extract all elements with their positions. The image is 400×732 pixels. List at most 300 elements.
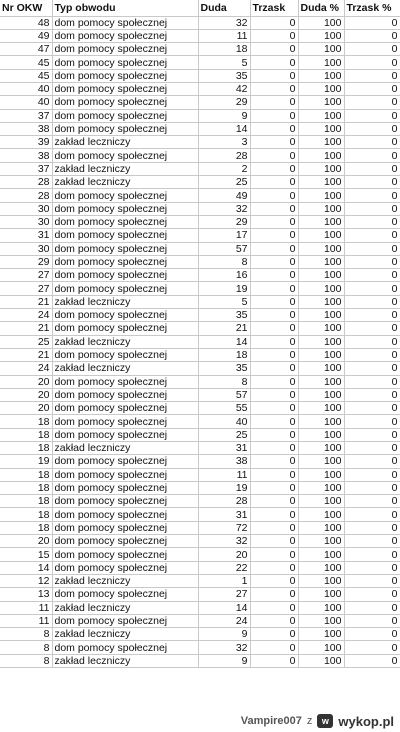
- cell-nr-okw[interactable]: 49: [0, 29, 52, 42]
- cell-duda[interactable]: 5: [198, 295, 250, 308]
- cell-trzask[interactable]: 0: [250, 136, 298, 149]
- cell-duda-percent[interactable]: 100: [298, 122, 344, 135]
- cell-trzask[interactable]: 0: [250, 16, 298, 29]
- cell-typ-obwodu[interactable]: dom pomocy społecznej: [52, 521, 198, 534]
- cell-duda[interactable]: 14: [198, 335, 250, 348]
- header-cell-typ-obwodu[interactable]: Typ obwodu: [52, 0, 198, 16]
- cell-duda[interactable]: 8: [198, 255, 250, 268]
- cell-typ-obwodu[interactable]: dom pomocy społecznej: [52, 614, 198, 627]
- cell-duda[interactable]: 40: [198, 415, 250, 428]
- cell-typ-obwodu[interactable]: dom pomocy społecznej: [52, 215, 198, 228]
- cell-duda-percent[interactable]: 100: [298, 442, 344, 455]
- cell-trzask[interactable]: 0: [250, 202, 298, 215]
- cell-trzask-percent[interactable]: 0: [344, 428, 400, 441]
- cell-nr-okw[interactable]: 8: [0, 628, 52, 641]
- cell-typ-obwodu[interactable]: zakład leczniczy: [52, 335, 198, 348]
- cell-duda-percent[interactable]: 100: [298, 495, 344, 508]
- cell-duda-percent[interactable]: 100: [298, 362, 344, 375]
- cell-duda-percent[interactable]: 100: [298, 29, 344, 42]
- cell-trzask[interactable]: 0: [250, 455, 298, 468]
- cell-duda-percent[interactable]: 100: [298, 348, 344, 361]
- cell-trzask-percent[interactable]: 0: [344, 162, 400, 175]
- cell-trzask-percent[interactable]: 0: [344, 269, 400, 282]
- cell-trzask[interactable]: 0: [250, 122, 298, 135]
- cell-duda-percent[interactable]: 100: [298, 535, 344, 548]
- cell-nr-okw[interactable]: 15: [0, 548, 52, 561]
- cell-trzask-percent[interactable]: 0: [344, 96, 400, 109]
- cell-nr-okw[interactable]: 30: [0, 202, 52, 215]
- cell-duda-percent[interactable]: 100: [298, 402, 344, 415]
- cell-duda[interactable]: 29: [198, 96, 250, 109]
- cell-trzask[interactable]: 0: [250, 269, 298, 282]
- cell-typ-obwodu[interactable]: dom pomocy społecznej: [52, 428, 198, 441]
- cell-trzask-percent[interactable]: 0: [344, 122, 400, 135]
- cell-typ-obwodu[interactable]: dom pomocy społecznej: [52, 122, 198, 135]
- cell-duda[interactable]: 11: [198, 468, 250, 481]
- cell-duda[interactable]: 31: [198, 508, 250, 521]
- cell-trzask[interactable]: 0: [250, 229, 298, 242]
- cell-nr-okw[interactable]: 38: [0, 149, 52, 162]
- cell-trzask-percent[interactable]: 0: [344, 628, 400, 641]
- cell-trzask[interactable]: 0: [250, 56, 298, 69]
- cell-trzask[interactable]: 0: [250, 628, 298, 641]
- cell-trzask[interactable]: 0: [250, 388, 298, 401]
- cell-duda-percent[interactable]: 100: [298, 521, 344, 534]
- cell-duda-percent[interactable]: 100: [298, 548, 344, 561]
- cell-typ-obwodu[interactable]: zakład leczniczy: [52, 601, 198, 614]
- cell-typ-obwodu[interactable]: zakład leczniczy: [52, 176, 198, 189]
- cell-duda-percent[interactable]: 100: [298, 588, 344, 601]
- cell-nr-okw[interactable]: 38: [0, 122, 52, 135]
- cell-trzask[interactable]: 0: [250, 348, 298, 361]
- cell-trzask[interactable]: 0: [250, 654, 298, 667]
- cell-nr-okw[interactable]: 20: [0, 375, 52, 388]
- cell-trzask-percent[interactable]: 0: [344, 242, 400, 255]
- cell-typ-obwodu[interactable]: zakład leczniczy: [52, 362, 198, 375]
- cell-duda[interactable]: 1: [198, 574, 250, 587]
- cell-nr-okw[interactable]: 11: [0, 614, 52, 627]
- brand-name[interactable]: wykop.pl: [338, 713, 394, 729]
- cell-duda[interactable]: 35: [198, 69, 250, 82]
- cell-duda-percent[interactable]: 100: [298, 189, 344, 202]
- cell-duda-percent[interactable]: 100: [298, 388, 344, 401]
- cell-trzask[interactable]: 0: [250, 335, 298, 348]
- cell-duda[interactable]: 21: [198, 322, 250, 335]
- cell-trzask[interactable]: 0: [250, 309, 298, 322]
- cell-typ-obwodu[interactable]: dom pomocy społecznej: [52, 202, 198, 215]
- cell-duda[interactable]: 29: [198, 215, 250, 228]
- cell-duda-percent[interactable]: 100: [298, 481, 344, 494]
- cell-trzask[interactable]: 0: [250, 29, 298, 42]
- cell-typ-obwodu[interactable]: dom pomocy społecznej: [52, 189, 198, 202]
- cell-trzask-percent[interactable]: 0: [344, 16, 400, 29]
- cell-duda-percent[interactable]: 100: [298, 255, 344, 268]
- cell-duda[interactable]: 20: [198, 548, 250, 561]
- cell-trzask-percent[interactable]: 0: [344, 149, 400, 162]
- cell-trzask-percent[interactable]: 0: [344, 282, 400, 295]
- cell-nr-okw[interactable]: 47: [0, 43, 52, 56]
- cell-duda[interactable]: 9: [198, 109, 250, 122]
- cell-duda-percent[interactable]: 100: [298, 96, 344, 109]
- cell-nr-okw[interactable]: 31: [0, 229, 52, 242]
- cell-trzask-percent[interactable]: 0: [344, 309, 400, 322]
- cell-trzask[interactable]: 0: [250, 69, 298, 82]
- cell-typ-obwodu[interactable]: dom pomocy społecznej: [52, 481, 198, 494]
- cell-typ-obwodu[interactable]: zakład leczniczy: [52, 162, 198, 175]
- cell-typ-obwodu[interactable]: zakład leczniczy: [52, 442, 198, 455]
- cell-typ-obwodu[interactable]: dom pomocy społecznej: [52, 255, 198, 268]
- cell-typ-obwodu[interactable]: zakład leczniczy: [52, 136, 198, 149]
- cell-duda-percent[interactable]: 100: [298, 202, 344, 215]
- cell-trzask-percent[interactable]: 0: [344, 535, 400, 548]
- cell-trzask-percent[interactable]: 0: [344, 189, 400, 202]
- cell-typ-obwodu[interactable]: dom pomocy społecznej: [52, 56, 198, 69]
- cell-typ-obwodu[interactable]: dom pomocy społecznej: [52, 455, 198, 468]
- cell-trzask[interactable]: 0: [250, 375, 298, 388]
- cell-nr-okw[interactable]: 40: [0, 82, 52, 95]
- cell-nr-okw[interactable]: 19: [0, 455, 52, 468]
- cell-typ-obwodu[interactable]: dom pomocy społecznej: [52, 322, 198, 335]
- cell-nr-okw[interactable]: 12: [0, 574, 52, 587]
- cell-trzask[interactable]: 0: [250, 614, 298, 627]
- cell-typ-obwodu[interactable]: dom pomocy społecznej: [52, 641, 198, 654]
- cell-trzask-percent[interactable]: 0: [344, 215, 400, 228]
- cell-trzask[interactable]: 0: [250, 468, 298, 481]
- cell-trzask[interactable]: 0: [250, 43, 298, 56]
- cell-duda[interactable]: 31: [198, 442, 250, 455]
- cell-trzask-percent[interactable]: 0: [344, 388, 400, 401]
- cell-duda[interactable]: 32: [198, 16, 250, 29]
- header-cell-duda[interactable]: Duda: [198, 0, 250, 16]
- cell-duda[interactable]: 14: [198, 122, 250, 135]
- cell-nr-okw[interactable]: 40: [0, 96, 52, 109]
- cell-typ-obwodu[interactable]: dom pomocy społecznej: [52, 96, 198, 109]
- cell-duda-percent[interactable]: 100: [298, 455, 344, 468]
- cell-trzask-percent[interactable]: 0: [344, 56, 400, 69]
- cell-typ-obwodu[interactable]: dom pomocy społecznej: [52, 375, 198, 388]
- cell-trzask[interactable]: 0: [250, 588, 298, 601]
- cell-trzask[interactable]: 0: [250, 109, 298, 122]
- cell-duda[interactable]: 72: [198, 521, 250, 534]
- cell-duda-percent[interactable]: 100: [298, 242, 344, 255]
- cell-nr-okw[interactable]: 45: [0, 69, 52, 82]
- cell-nr-okw[interactable]: 18: [0, 521, 52, 534]
- cell-duda[interactable]: 3: [198, 136, 250, 149]
- cell-trzask-percent[interactable]: 0: [344, 69, 400, 82]
- cell-nr-okw[interactable]: 30: [0, 215, 52, 228]
- cell-trzask-percent[interactable]: 0: [344, 176, 400, 189]
- cell-nr-okw[interactable]: 28: [0, 176, 52, 189]
- cell-duda[interactable]: 5: [198, 56, 250, 69]
- cell-trzask-percent[interactable]: 0: [344, 415, 400, 428]
- cell-duda-percent[interactable]: 100: [298, 508, 344, 521]
- cell-duda[interactable]: 32: [198, 641, 250, 654]
- cell-duda[interactable]: 28: [198, 149, 250, 162]
- cell-trzask[interactable]: 0: [250, 162, 298, 175]
- cell-duda-percent[interactable]: 100: [298, 468, 344, 481]
- cell-trzask-percent[interactable]: 0: [344, 43, 400, 56]
- cell-typ-obwodu[interactable]: dom pomocy społecznej: [52, 229, 198, 242]
- cell-trzask[interactable]: 0: [250, 481, 298, 494]
- cell-typ-obwodu[interactable]: dom pomocy społecznej: [52, 43, 198, 56]
- header-cell-trzask[interactable]: Trzask: [250, 0, 298, 16]
- cell-trzask-percent[interactable]: 0: [344, 402, 400, 415]
- cell-typ-obwodu[interactable]: dom pomocy społecznej: [52, 468, 198, 481]
- cell-duda-percent[interactable]: 100: [298, 109, 344, 122]
- header-cell-trzask-percent[interactable]: Trzask %: [344, 0, 400, 16]
- cell-nr-okw[interactable]: 8: [0, 654, 52, 667]
- cell-duda[interactable]: 8: [198, 375, 250, 388]
- cell-nr-okw[interactable]: 25: [0, 335, 52, 348]
- cell-duda[interactable]: 35: [198, 309, 250, 322]
- cell-trzask[interactable]: 0: [250, 521, 298, 534]
- cell-trzask[interactable]: 0: [250, 362, 298, 375]
- cell-duda-percent[interactable]: 100: [298, 415, 344, 428]
- cell-typ-obwodu[interactable]: dom pomocy społecznej: [52, 282, 198, 295]
- cell-nr-okw[interactable]: 18: [0, 508, 52, 521]
- cell-duda-percent[interactable]: 100: [298, 215, 344, 228]
- cell-duda-percent[interactable]: 100: [298, 601, 344, 614]
- cell-trzask-percent[interactable]: 0: [344, 455, 400, 468]
- cell-nr-okw[interactable]: 8: [0, 641, 52, 654]
- cell-duda-percent[interactable]: 100: [298, 56, 344, 69]
- cell-trzask[interactable]: 0: [250, 322, 298, 335]
- cell-trzask[interactable]: 0: [250, 428, 298, 441]
- cell-nr-okw[interactable]: 18: [0, 495, 52, 508]
- cell-duda-percent[interactable]: 100: [298, 162, 344, 175]
- cell-trzask[interactable]: 0: [250, 402, 298, 415]
- cell-duda[interactable]: 38: [198, 455, 250, 468]
- cell-trzask-percent[interactable]: 0: [344, 574, 400, 587]
- cell-trzask[interactable]: 0: [250, 535, 298, 548]
- cell-nr-okw[interactable]: 24: [0, 309, 52, 322]
- cell-duda[interactable]: 49: [198, 189, 250, 202]
- cell-trzask-percent[interactable]: 0: [344, 481, 400, 494]
- cell-duda[interactable]: 2: [198, 162, 250, 175]
- cell-typ-obwodu[interactable]: dom pomocy społecznej: [52, 69, 198, 82]
- cell-nr-okw[interactable]: 18: [0, 481, 52, 494]
- cell-nr-okw[interactable]: 20: [0, 402, 52, 415]
- header-cell-nr-okw[interactable]: Nr OKW: [0, 0, 52, 16]
- cell-duda[interactable]: 42: [198, 82, 250, 95]
- cell-trzask-percent[interactable]: 0: [344, 468, 400, 481]
- cell-duda-percent[interactable]: 100: [298, 295, 344, 308]
- cell-duda-percent[interactable]: 100: [298, 375, 344, 388]
- cell-trzask[interactable]: 0: [250, 82, 298, 95]
- cell-duda[interactable]: 25: [198, 176, 250, 189]
- cell-duda[interactable]: 22: [198, 561, 250, 574]
- cell-trzask[interactable]: 0: [250, 295, 298, 308]
- cell-trzask[interactable]: 0: [250, 242, 298, 255]
- cell-typ-obwodu[interactable]: zakład leczniczy: [52, 628, 198, 641]
- cell-nr-okw[interactable]: 21: [0, 322, 52, 335]
- cell-typ-obwodu[interactable]: dom pomocy społecznej: [52, 495, 198, 508]
- cell-duda-percent[interactable]: 100: [298, 574, 344, 587]
- cell-trzask[interactable]: 0: [250, 442, 298, 455]
- cell-typ-obwodu[interactable]: dom pomocy społecznej: [52, 415, 198, 428]
- cell-trzask-percent[interactable]: 0: [344, 561, 400, 574]
- cell-typ-obwodu[interactable]: dom pomocy społecznej: [52, 561, 198, 574]
- cell-typ-obwodu[interactable]: dom pomocy społecznej: [52, 508, 198, 521]
- cell-trzask-percent[interactable]: 0: [344, 295, 400, 308]
- cell-trzask[interactable]: 0: [250, 508, 298, 521]
- cell-trzask[interactable]: 0: [250, 282, 298, 295]
- cell-typ-obwodu[interactable]: dom pomocy społecznej: [52, 588, 198, 601]
- cell-nr-okw[interactable]: 30: [0, 242, 52, 255]
- cell-duda-percent[interactable]: 100: [298, 69, 344, 82]
- cell-trzask-percent[interactable]: 0: [344, 521, 400, 534]
- cell-nr-okw[interactable]: 28: [0, 189, 52, 202]
- cell-trzask-percent[interactable]: 0: [344, 362, 400, 375]
- cell-nr-okw[interactable]: 37: [0, 109, 52, 122]
- cell-trzask[interactable]: 0: [250, 215, 298, 228]
- cell-trzask-percent[interactable]: 0: [344, 322, 400, 335]
- cell-typ-obwodu[interactable]: dom pomocy społecznej: [52, 348, 198, 361]
- cell-trzask[interactable]: 0: [250, 415, 298, 428]
- cell-trzask[interactable]: 0: [250, 574, 298, 587]
- cell-trzask-percent[interactable]: 0: [344, 442, 400, 455]
- cell-duda-percent[interactable]: 100: [298, 561, 344, 574]
- cell-duda-percent[interactable]: 100: [298, 309, 344, 322]
- cell-duda[interactable]: 27: [198, 588, 250, 601]
- cell-duda[interactable]: 25: [198, 428, 250, 441]
- cell-trzask-percent[interactable]: 0: [344, 601, 400, 614]
- cell-duda-percent[interactable]: 100: [298, 641, 344, 654]
- cell-trzask-percent[interactable]: 0: [344, 641, 400, 654]
- cell-typ-obwodu[interactable]: dom pomocy społecznej: [52, 388, 198, 401]
- cell-duda[interactable]: 18: [198, 348, 250, 361]
- cell-nr-okw[interactable]: 18: [0, 468, 52, 481]
- cell-duda[interactable]: 9: [198, 628, 250, 641]
- cell-duda[interactable]: 32: [198, 535, 250, 548]
- cell-duda[interactable]: 11: [198, 29, 250, 42]
- cell-trzask-percent[interactable]: 0: [344, 548, 400, 561]
- cell-typ-obwodu[interactable]: dom pomocy społecznej: [52, 309, 198, 322]
- cell-duda[interactable]: 16: [198, 269, 250, 282]
- cell-nr-okw[interactable]: 18: [0, 442, 52, 455]
- cell-trzask-percent[interactable]: 0: [344, 255, 400, 268]
- cell-nr-okw[interactable]: 21: [0, 295, 52, 308]
- cell-trzask[interactable]: 0: [250, 601, 298, 614]
- cell-nr-okw[interactable]: 14: [0, 561, 52, 574]
- cell-trzask[interactable]: 0: [250, 149, 298, 162]
- cell-trzask-percent[interactable]: 0: [344, 654, 400, 667]
- cell-trzask-percent[interactable]: 0: [344, 614, 400, 627]
- cell-duda-percent[interactable]: 100: [298, 654, 344, 667]
- cell-duda-percent[interactable]: 100: [298, 176, 344, 189]
- cell-duda-percent[interactable]: 100: [298, 136, 344, 149]
- cell-typ-obwodu[interactable]: dom pomocy społecznej: [52, 402, 198, 415]
- cell-typ-obwodu[interactable]: dom pomocy społecznej: [52, 16, 198, 29]
- cell-duda[interactable]: 19: [198, 481, 250, 494]
- cell-trzask[interactable]: 0: [250, 189, 298, 202]
- header-cell-duda-percent[interactable]: Duda %: [298, 0, 344, 16]
- cell-trzask-percent[interactable]: 0: [344, 508, 400, 521]
- cell-duda[interactable]: 57: [198, 242, 250, 255]
- cell-duda[interactable]: 14: [198, 601, 250, 614]
- cell-trzask[interactable]: 0: [250, 495, 298, 508]
- cell-trzask-percent[interactable]: 0: [344, 202, 400, 215]
- cell-duda[interactable]: 24: [198, 614, 250, 627]
- cell-typ-obwodu[interactable]: dom pomocy społecznej: [52, 535, 198, 548]
- cell-nr-okw[interactable]: 48: [0, 16, 52, 29]
- cell-trzask-percent[interactable]: 0: [344, 136, 400, 149]
- cell-nr-okw[interactable]: 21: [0, 348, 52, 361]
- cell-duda-percent[interactable]: 100: [298, 335, 344, 348]
- cell-trzask[interactable]: 0: [250, 96, 298, 109]
- cell-duda[interactable]: 35: [198, 362, 250, 375]
- cell-trzask[interactable]: 0: [250, 176, 298, 189]
- cell-duda-percent[interactable]: 100: [298, 229, 344, 242]
- cell-typ-obwodu[interactable]: dom pomocy społecznej: [52, 149, 198, 162]
- cell-nr-okw[interactable]: 39: [0, 136, 52, 149]
- cell-nr-okw[interactable]: 20: [0, 535, 52, 548]
- cell-duda[interactable]: 28: [198, 495, 250, 508]
- author-name[interactable]: Vampire007: [240, 715, 302, 727]
- cell-duda-percent[interactable]: 100: [298, 149, 344, 162]
- cell-trzask-percent[interactable]: 0: [344, 229, 400, 242]
- cell-nr-okw[interactable]: 29: [0, 255, 52, 268]
- cell-trzask[interactable]: 0: [250, 561, 298, 574]
- cell-duda[interactable]: 32: [198, 202, 250, 215]
- cell-duda[interactable]: 57: [198, 388, 250, 401]
- cell-nr-okw[interactable]: 27: [0, 269, 52, 282]
- cell-nr-okw[interactable]: 37: [0, 162, 52, 175]
- cell-nr-okw[interactable]: 20: [0, 388, 52, 401]
- cell-duda-percent[interactable]: 100: [298, 628, 344, 641]
- cell-duda-percent[interactable]: 100: [298, 16, 344, 29]
- cell-trzask-percent[interactable]: 0: [344, 588, 400, 601]
- cell-duda[interactable]: 18: [198, 43, 250, 56]
- cell-typ-obwodu[interactable]: dom pomocy społecznej: [52, 548, 198, 561]
- cell-typ-obwodu[interactable]: dom pomocy społecznej: [52, 29, 198, 42]
- cell-trzask-percent[interactable]: 0: [344, 348, 400, 361]
- cell-trzask-percent[interactable]: 0: [344, 335, 400, 348]
- cell-duda-percent[interactable]: 100: [298, 82, 344, 95]
- cell-trzask-percent[interactable]: 0: [344, 29, 400, 42]
- cell-trzask-percent[interactable]: 0: [344, 375, 400, 388]
- cell-typ-obwodu[interactable]: dom pomocy społecznej: [52, 109, 198, 122]
- cell-duda-percent[interactable]: 100: [298, 269, 344, 282]
- cell-trzask-percent[interactable]: 0: [344, 495, 400, 508]
- cell-nr-okw[interactable]: 45: [0, 56, 52, 69]
- cell-duda-percent[interactable]: 100: [298, 282, 344, 295]
- cell-trzask[interactable]: 0: [250, 548, 298, 561]
- cell-trzask-percent[interactable]: 0: [344, 82, 400, 95]
- cell-nr-okw[interactable]: 13: [0, 588, 52, 601]
- cell-duda[interactable]: 55: [198, 402, 250, 415]
- cell-duda-percent[interactable]: 100: [298, 614, 344, 627]
- cell-typ-obwodu[interactable]: zakład leczniczy: [52, 654, 198, 667]
- cell-typ-obwodu[interactable]: dom pomocy społecznej: [52, 269, 198, 282]
- cell-typ-obwodu[interactable]: zakład leczniczy: [52, 574, 198, 587]
- cell-nr-okw[interactable]: 27: [0, 282, 52, 295]
- cell-trzask[interactable]: 0: [250, 641, 298, 654]
- cell-trzask-percent[interactable]: 0: [344, 109, 400, 122]
- cell-duda[interactable]: 9: [198, 654, 250, 667]
- cell-nr-okw[interactable]: 18: [0, 428, 52, 441]
- cell-nr-okw[interactable]: 24: [0, 362, 52, 375]
- cell-typ-obwodu[interactable]: zakład leczniczy: [52, 295, 198, 308]
- cell-duda-percent[interactable]: 100: [298, 428, 344, 441]
- cell-typ-obwodu[interactable]: dom pomocy społecznej: [52, 82, 198, 95]
- cell-duda[interactable]: 19: [198, 282, 250, 295]
- cell-nr-okw[interactable]: 18: [0, 415, 52, 428]
- cell-trzask[interactable]: 0: [250, 255, 298, 268]
- cell-duda[interactable]: 17: [198, 229, 250, 242]
- cell-duda-percent[interactable]: 100: [298, 43, 344, 56]
- cell-typ-obwodu[interactable]: dom pomocy społecznej: [52, 242, 198, 255]
